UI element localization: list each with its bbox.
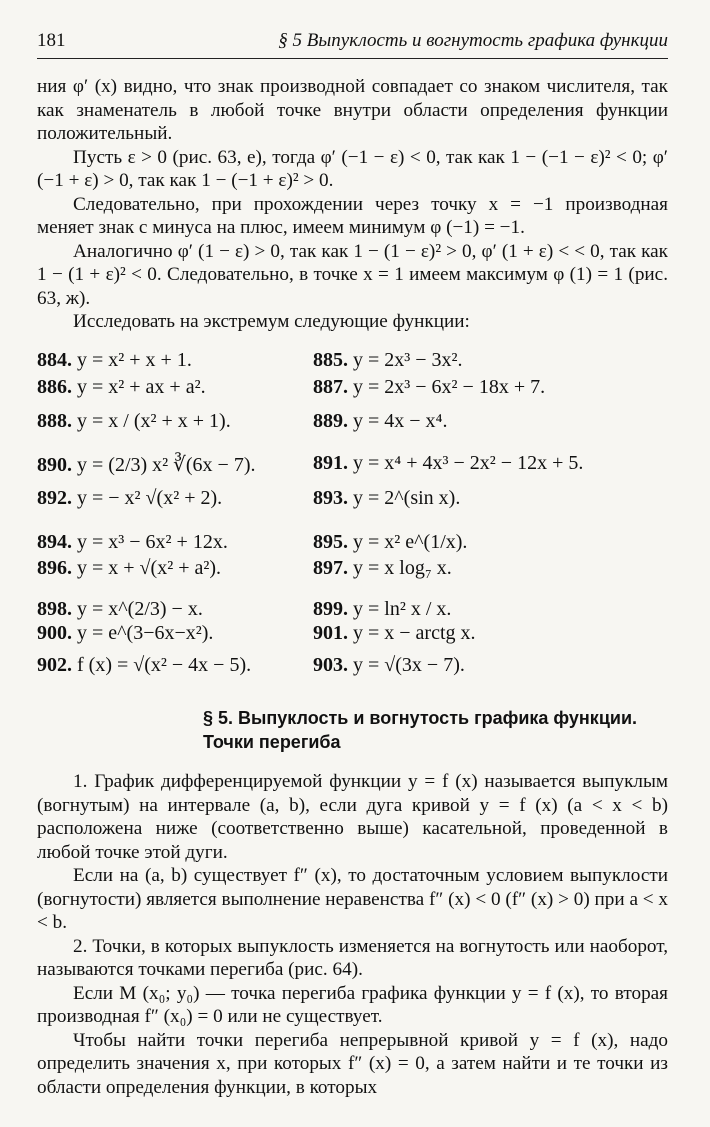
paragraph: Аналогично φ′ (1 − ε) > 0, так как 1 − (1 − ε)² > 0, φ′ (1 + ε) < < 0, так как 1 − (1 + ε)² < 0. Следовательно, в точке x = 1 имеем максимум φ (1) = 1 (рис. 63, ж). xyxy=(37,240,668,309)
exercise-row xyxy=(37,557,677,585)
exercise-formula: y = 2x³ − 6x² − 18x + 7. xyxy=(353,376,546,398)
exercise-formula: y = x² + x + 1. xyxy=(77,349,192,371)
paragraph: ния φ′ (x) видно, что знак производной совпадает со знаком числителя, так как знаменатель в любой точке внутри области определения функции положительный. xyxy=(37,76,668,144)
exercise-number: 887. xyxy=(313,376,348,398)
paragraph: Если на (a, b) существует f″ (x), то достаточным условием выпуклости (вогнутости) является выполнение неравенства f″ (x) < 0 (f″ (x) > 0) при a < x < b. xyxy=(37,865,668,933)
exercise-formula: y = 2^(sin x). xyxy=(353,487,461,509)
paragraph: Следовательно, при прохождении через точку x = −1 производная меняет знак с минуса на плюс, имеем минимум φ (−1) = −1. xyxy=(37,193,668,238)
exercise-number: 898. xyxy=(37,598,72,620)
exercise-number: 895. xyxy=(313,531,348,553)
exercise-number: 901. xyxy=(313,622,348,644)
exercise-formula: y = − x² √(x² + 2). xyxy=(77,487,223,509)
exercise-formula: y = ln² x / x. xyxy=(353,598,452,620)
exercise-number: 899. xyxy=(313,598,348,620)
exercise-row xyxy=(37,410,677,438)
exercise-row xyxy=(37,376,677,404)
running-title: § 5 Выпуклость и вогнутость графика функции xyxy=(278,30,668,51)
exercise-number: 892. xyxy=(37,487,72,509)
exercise-number: 893. xyxy=(313,487,348,509)
section-title-line: Точки перегиба xyxy=(203,732,341,752)
bottom-text-block xyxy=(37,770,668,1099)
exercise-row xyxy=(37,452,677,480)
exercise-formula: y = x^(2/3) − x. xyxy=(77,598,203,620)
top-text-block xyxy=(37,75,668,334)
exercise-formula: y = x / (x² + x + 1). xyxy=(77,410,231,432)
exercise-number: 900. xyxy=(37,622,72,644)
exercise-number: 888. xyxy=(37,410,72,432)
exercise-formula: f (x) = √(x² − 4x − 5). xyxy=(77,654,252,676)
exercise-formula: y = 4x − x⁴. xyxy=(353,410,448,432)
page-number: 181 xyxy=(37,30,66,51)
exercise-formula: y = x + √(x² + a²). xyxy=(77,557,222,579)
exercise-row xyxy=(37,487,677,515)
paragraph: Исследовать на экстремум следующие функции: xyxy=(73,311,470,332)
paragraph: 1. График дифференцируемой функции y = f (x) называется выпуклым (вогнутым) на интервале (a, b), если дуга кривой y = f (x) (a < x < b) расположена ниже (соответственно выше) касательной, проведенной в любой точке этой дуги. xyxy=(37,771,668,863)
exercise-formula: y = x² + ax + a². xyxy=(77,376,206,398)
section-heading xyxy=(203,706,673,754)
exercise-formula: y = e^(3−6x−x²). xyxy=(77,622,214,644)
exercise-number: 891. xyxy=(313,452,348,474)
exercise-number: 894. xyxy=(37,531,72,553)
paragraph: Пусть ε > 0 (рис. 63, е), тогда φ′ (−1 − ε) < 0, так как 1 − (−1 − ε)² < 0; φ′ (−1 + ε) > 0, так как 1 − (−1 + ε)² > 0. xyxy=(37,146,668,191)
exercise-number: 890. xyxy=(37,454,72,476)
page-header xyxy=(37,28,668,59)
paragraph: Чтобы найти точки перегиба непрерывной кривой y = f (x), надо определить значения x, при которых f″ (x) = 0, а затем найти и те точки из области определения функции, в которых xyxy=(37,1029,668,1098)
exercise-number: 885. xyxy=(313,349,348,371)
exercise-formula: y = x² e^(1/x). xyxy=(353,531,468,553)
exercise-number: 896. xyxy=(37,557,72,579)
exercise-row xyxy=(37,654,677,682)
exercise-number: 889. xyxy=(313,410,348,432)
section-title-line: § 5. Выпуклость и вогнутость графика функции. xyxy=(203,708,638,728)
exercise-number: 902. xyxy=(37,654,72,676)
exercise-row xyxy=(37,622,677,650)
exercise-formula: y = 2x³ − 3x². xyxy=(353,349,463,371)
exercise-formula: y = x − arctg x. xyxy=(353,622,476,644)
exercise-formula: y = x³ − 6x² + 12x. xyxy=(77,531,228,553)
exercise-row xyxy=(37,349,677,377)
exercise-number: 884. xyxy=(37,349,72,371)
exercise-formula: y = (2/3) x² ∛(6x − 7). xyxy=(77,454,256,476)
exercise-number: 903. xyxy=(313,654,348,676)
paragraph: Если M (x₀; y₀) — точка перегиба графика функции y = f (x), то вторая производная f″ (x₀) = 0 или не существует. xyxy=(37,982,668,1027)
exercise-formula: y = √(3x − 7). xyxy=(353,654,465,676)
exercise-row xyxy=(37,531,677,559)
exercise-formula: y = x log₇ x. xyxy=(353,557,452,579)
exercise-number: 897. xyxy=(313,557,348,579)
exercise-number: 886. xyxy=(37,376,72,398)
paragraph: 2. Точки, в которых выпуклость изменяется на вогнутость или наоборот, называются точками перегиба (рис. 64). xyxy=(37,935,668,980)
exercise-formula: y = x⁴ + 4x³ − 2x² − 12x + 5. xyxy=(353,452,584,474)
